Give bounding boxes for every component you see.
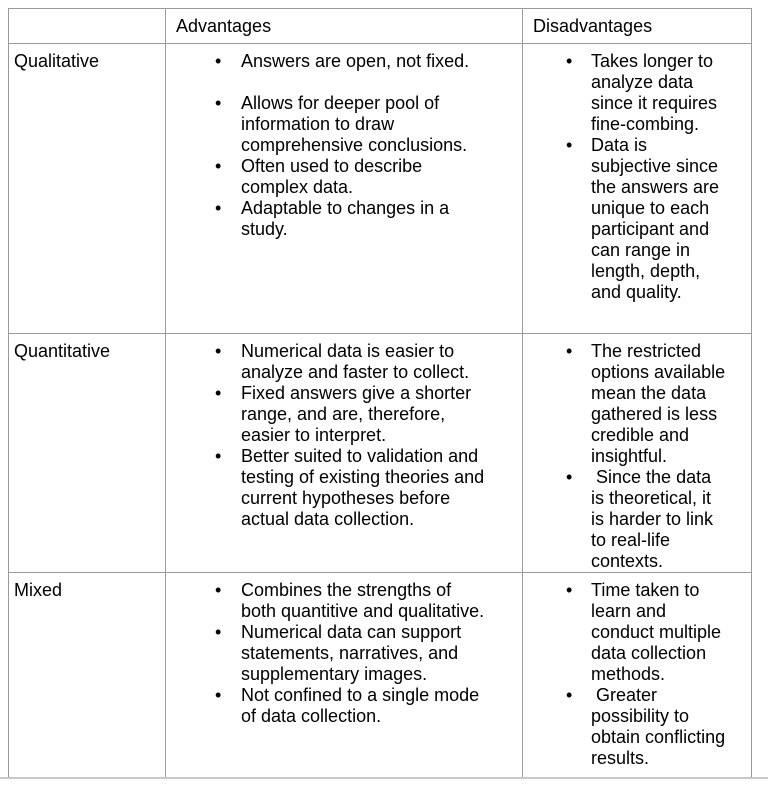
table-row-qualitative bbox=[9, 44, 752, 334]
bullet-spacer bbox=[213, 72, 491, 93]
bullet-item: • Answers are open, not fixed. bbox=[213, 51, 491, 72]
qualitative-advantages-cell bbox=[166, 44, 523, 334]
mixed-advantages-list bbox=[166, 573, 522, 727]
horizontal-rule bbox=[0, 777, 768, 779]
qualitative-advantages-list bbox=[166, 44, 522, 240]
row-label-quantitative: Quantitative bbox=[9, 334, 166, 573]
header-advantages: Advantages bbox=[166, 9, 523, 44]
mixed-disadvantages-cell bbox=[523, 573, 752, 778]
quantitative-disadvantages-cell bbox=[523, 334, 752, 573]
mixed-disadvantages-list bbox=[523, 573, 751, 769]
bullet-item: • The restricted options available mean the data gathered is less credible and insightful. bbox=[564, 341, 728, 467]
bullet-item: • Allows for deeper pool of information to draw comprehensive conclusions. bbox=[213, 93, 491, 156]
table-row-quantitative bbox=[9, 334, 752, 573]
qualitative-disadvantages-cell bbox=[523, 44, 752, 334]
header-disadvantages: Disadvantages bbox=[523, 9, 752, 44]
bullet-item: • Combines the strengths of both quantitive and qualitative. bbox=[213, 580, 491, 622]
bullet-item: • Numerical data is easier to analyze and faster to collect. bbox=[213, 341, 491, 383]
bullet-item: • Adaptable to changes in a study. bbox=[213, 198, 491, 240]
header-empty-cell bbox=[9, 9, 166, 44]
row-label-mixed: Mixed bbox=[9, 573, 166, 778]
bullet-item: • Time taken to learn and conduct multiple data collection methods. bbox=[564, 580, 728, 685]
bullet-item: • Numerical data can support statements, narratives, and supplementary images. bbox=[213, 622, 491, 685]
bullet-item: • Often used to describe complex data. bbox=[213, 156, 491, 198]
table-row-mixed bbox=[9, 573, 752, 778]
quantitative-advantages-cell bbox=[166, 334, 523, 573]
quantitative-advantages-list bbox=[166, 334, 522, 530]
header-row bbox=[9, 9, 752, 44]
bullet-item: • Takes longer to analyze data since it requires fine-combing. bbox=[564, 51, 728, 135]
bullet-item: • Greater possibility to obtain conflicting results. bbox=[564, 685, 728, 769]
quantitative-disadvantages-list bbox=[523, 334, 751, 572]
row-label-qualitative: Qualitative bbox=[9, 44, 166, 334]
bullet-item: • Since the data is theoretical, it is harder to link to real-life contexts. bbox=[564, 467, 728, 572]
comparison-table bbox=[8, 8, 752, 778]
bullet-item: • Better suited to validation and testing of existing theories and current hypotheses before actual data collection. bbox=[213, 446, 491, 530]
qualitative-disadvantages-list bbox=[523, 44, 751, 303]
bullet-item: • Not confined to a single mode of data collection. bbox=[213, 685, 491, 727]
mixed-advantages-cell bbox=[166, 573, 523, 778]
bullet-item: • Data is subjective since the answers are unique to each participant and can range in length, depth, and quality. bbox=[564, 135, 728, 303]
bullet-item: • Fixed answers give a shorter range, and are, therefore, easier to interpret. bbox=[213, 383, 491, 446]
